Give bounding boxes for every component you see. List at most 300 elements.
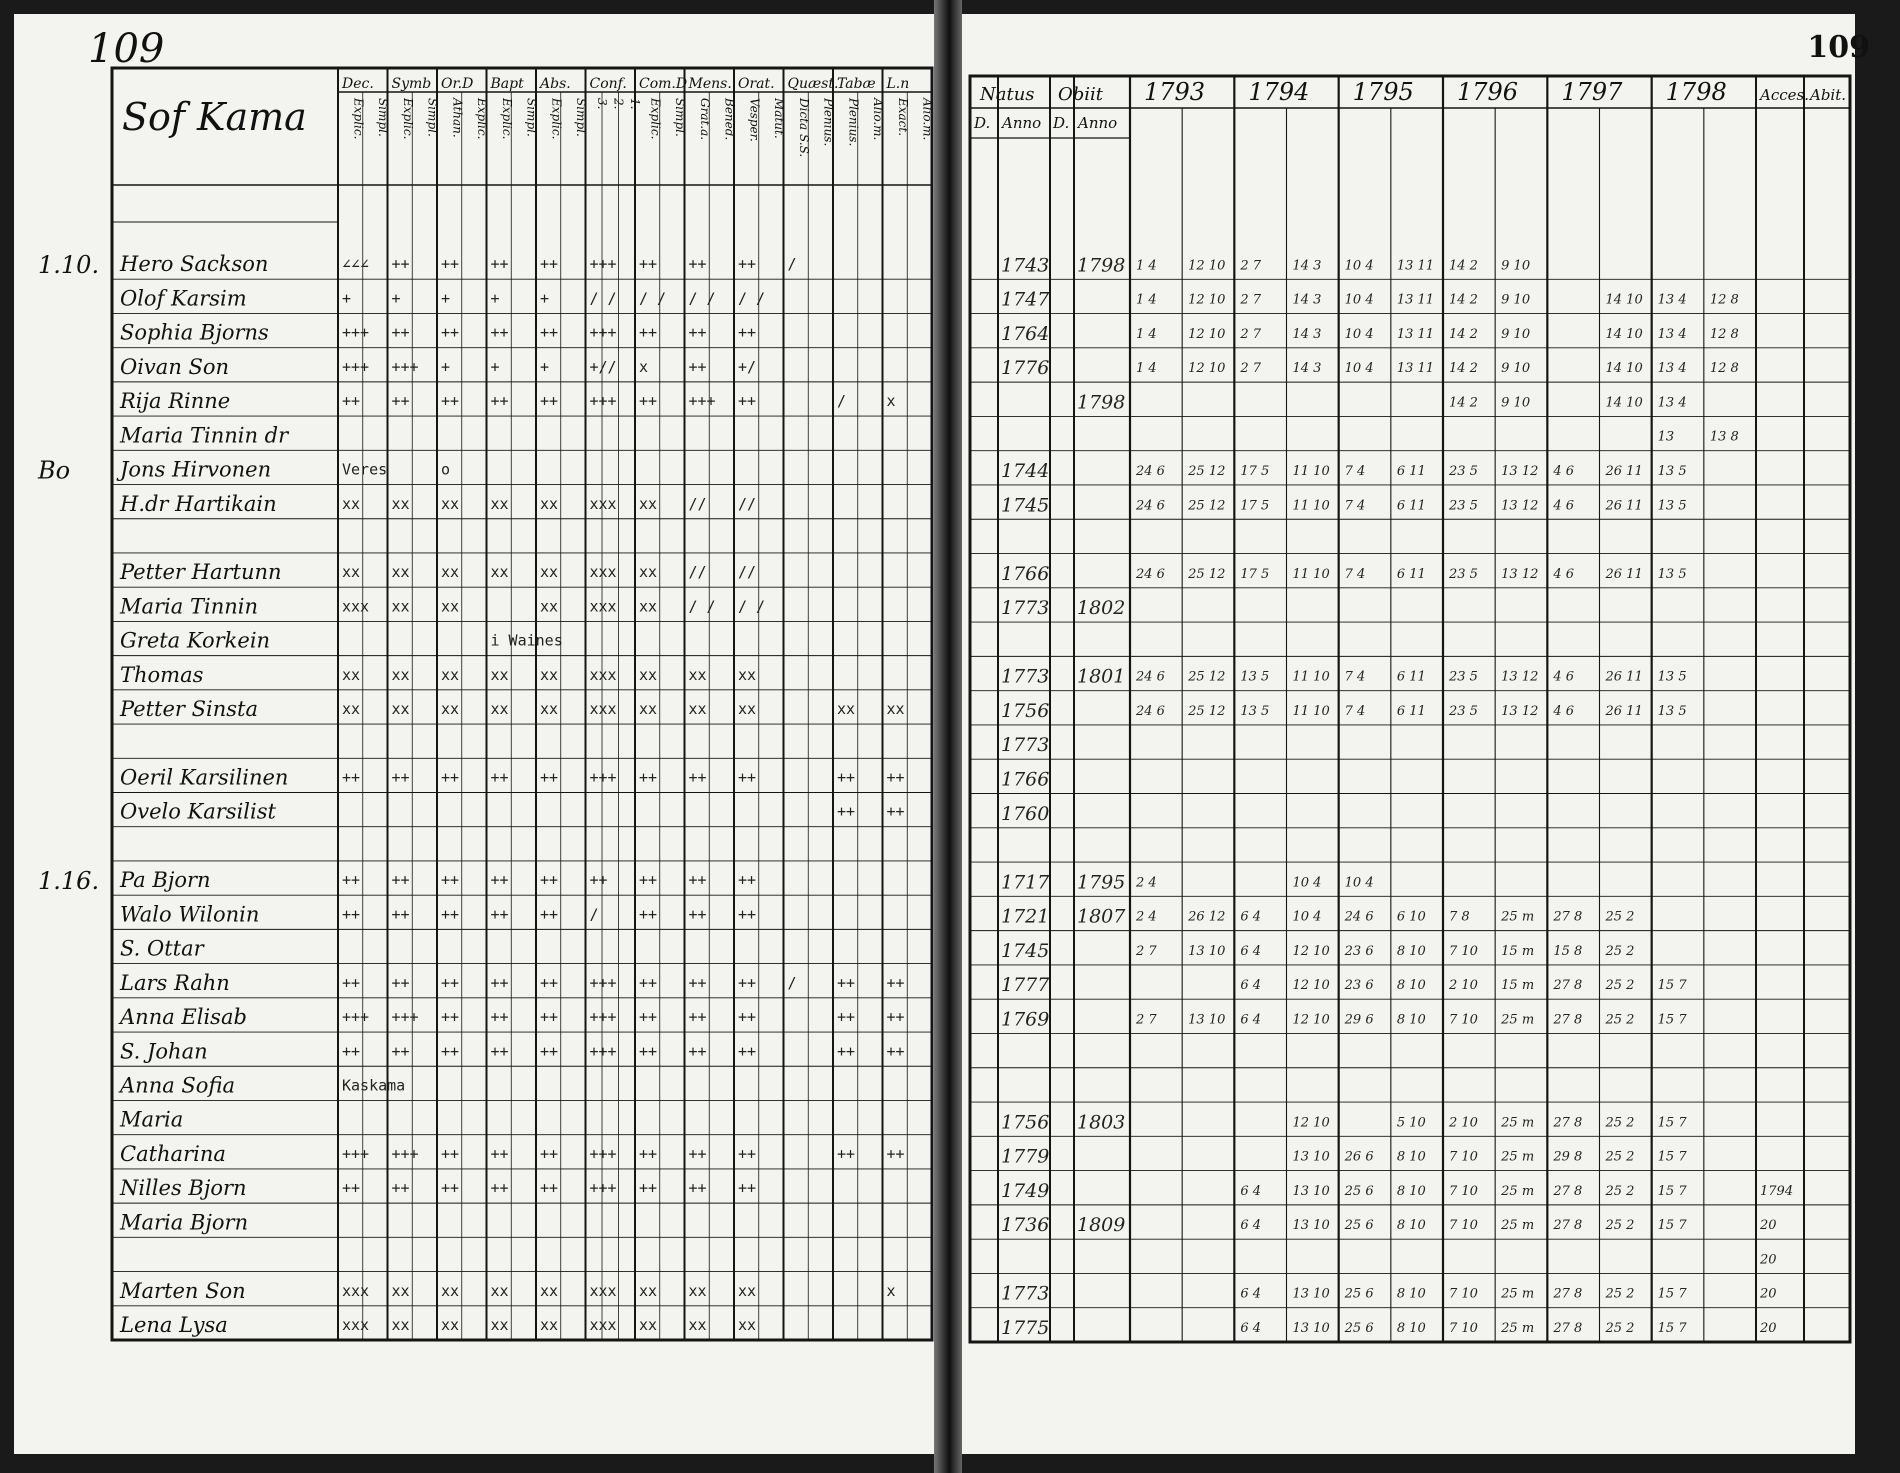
column-subheader: Grat.a. (697, 98, 712, 141)
catechism-score: 10 4 (1292, 875, 1322, 891)
birth-year: 1756 (1001, 699, 1050, 722)
catechism-mark: / / (589, 289, 617, 308)
catechism-score: 13 5 (1240, 669, 1270, 685)
person-name: Hero Sackson (120, 252, 269, 277)
catechism-mark: xx (639, 700, 658, 719)
catechism-mark: xxx (589, 1281, 617, 1300)
birth-year: 1747 (1001, 288, 1050, 311)
person-name: S. Johan (120, 1039, 208, 1064)
birth-year: 1777 (1001, 974, 1050, 997)
catechism-score: 9 10 (1501, 361, 1531, 377)
catechism-mark: ++ (441, 871, 460, 890)
catechism-mark: +++ (589, 1008, 617, 1027)
catechism-mark: +++ (589, 392, 617, 411)
catechism-score: 8 10 (1396, 943, 1426, 959)
catechism-score: 13 12 (1501, 703, 1539, 719)
catechism-score: 27 8 (1553, 909, 1583, 925)
catechism-mark: ∠∠∠ (342, 255, 370, 274)
catechism-score: 7 8 (1449, 909, 1470, 925)
birth-year: 1773 (1001, 734, 1050, 757)
catechism-mark: xx (540, 494, 559, 513)
catechism-score: 9 10 (1501, 395, 1531, 411)
catechism-mark: ++ (639, 323, 658, 342)
birth-year: 1745 (1001, 939, 1050, 962)
death-year: 1807 (1077, 905, 1126, 928)
catechism-mark: ++ (441, 1008, 460, 1027)
catechism-mark: xx (639, 665, 658, 684)
catechism-score: 14 3 (1292, 361, 1322, 377)
catechism-mark: +++ (391, 1008, 419, 1027)
catechism-mark: ++ (639, 973, 658, 992)
catechism-mark: xx (391, 563, 410, 582)
person-name: Jons Hirvonen (120, 457, 272, 482)
catechism-score: 7 4 (1344, 703, 1366, 719)
birth-year: 1776 (1001, 357, 1050, 380)
catechism-score: 25 m (1501, 1115, 1535, 1131)
catechism-mark: ++ (738, 905, 757, 924)
person-name: Maria Tinnin (120, 594, 258, 619)
catechism-score: 13 (1657, 429, 1675, 445)
catechism-score: 24 6 (1344, 909, 1374, 925)
catechism-score: 20 (1760, 1218, 1777, 1234)
catechism-score: 13 4 (1657, 395, 1687, 411)
catechism-score: 13 5 (1657, 566, 1687, 582)
column-subheader: Plenius. (846, 98, 861, 147)
catechism-mark: / / (639, 289, 667, 308)
catechism-score: 25 2 (1605, 1218, 1635, 1234)
catechism-mark: ++ (490, 1144, 509, 1163)
catechism-mark: ++ (391, 255, 410, 274)
catechism-score: 24 6 (1136, 463, 1165, 479)
catechism-score: 13 10 (1188, 943, 1226, 959)
catechism-score: 6 10 (1396, 909, 1426, 925)
person-name: Anna Sofia (120, 1073, 235, 1098)
column-header: Orat. (738, 76, 775, 92)
birth-year: 1779 (1001, 1145, 1050, 1168)
catechism-mark: xx (639, 563, 658, 582)
catechism-mark: ++ (688, 323, 707, 342)
birth-year: 1773 (1001, 597, 1050, 620)
catechism-mark: xx (688, 665, 707, 684)
catechism-mark: x (639, 357, 649, 376)
catechism-mark: ++ (738, 1008, 757, 1027)
catechism-mark: xx (441, 1316, 460, 1334)
catechism-score: 29 8 (1553, 1149, 1583, 1165)
catechism-mark: ++ (886, 802, 905, 821)
catechism-mark: ++ (441, 1179, 460, 1198)
catechism-score: 14 3 (1292, 292, 1322, 308)
person-name: Maria Bjorn (120, 1210, 249, 1235)
catechism-mark: +++ (589, 973, 617, 992)
catechism-score: 15 8 (1553, 943, 1583, 959)
catechism-mark: ++ (688, 357, 707, 376)
catechism-mark: ++ (738, 392, 757, 411)
birth-year: 1760 (1001, 802, 1050, 825)
left-page-number: 109 (88, 26, 165, 72)
catechism-score: 6 4 (1240, 1218, 1262, 1234)
catechism-mark: ++ (688, 973, 707, 992)
catechism-score: 15 m (1501, 978, 1535, 994)
column-subheader: Explic. (351, 98, 366, 140)
catechism-mark: ++ (540, 323, 559, 342)
birth-year: 1769 (1001, 1008, 1050, 1031)
natus-day-header: D. (974, 114, 991, 132)
catechism-score: 7 4 (1344, 498, 1366, 514)
catechism-score: 13 12 (1501, 498, 1539, 514)
catechism-score: 25 m (1501, 1286, 1535, 1302)
catechism-score: 25 2 (1605, 1012, 1635, 1028)
catechism-mark: / (787, 973, 797, 992)
catechism-mark: ++ (391, 1179, 410, 1198)
person-name: Nilles Bjorn (120, 1176, 247, 1201)
catechism-score: 2 7 (1240, 258, 1262, 274)
catechism-score: 10 4 (1344, 258, 1374, 274)
catechism-score: 15 m (1501, 943, 1535, 959)
catechism-mark: xx (342, 494, 361, 513)
catechism-score: 25 6 (1344, 1183, 1374, 1199)
catechism-score: 25 2 (1605, 1321, 1635, 1336)
catechism-score: 24 6 (1136, 498, 1165, 514)
catechism-score: 2 7 (1136, 1012, 1157, 1028)
person-name: Rija Rinne (120, 389, 231, 414)
person-name: Catharina (120, 1141, 226, 1166)
catechism-mark: ++ (738, 1042, 757, 1061)
catechism-mark: ++ (490, 323, 509, 342)
catechism-score: 7 10 (1449, 1218, 1478, 1234)
catechism-mark: xx (639, 494, 658, 513)
column-header: Tabæ (837, 76, 876, 92)
catechism-mark: + (490, 289, 500, 308)
catechism-mark: // (738, 494, 757, 513)
catechism-score: 9 10 (1501, 292, 1531, 308)
catechism-mark: xxx (589, 665, 617, 684)
catechism-mark: ++ (738, 255, 757, 274)
catechism-score: 13 11 (1396, 292, 1435, 308)
person-name: H.dr Hartikain (120, 491, 277, 516)
catechism-score: 2 7 (1240, 292, 1262, 308)
catechism-mark: +/ (738, 357, 757, 376)
catechism-score: 4 6 (1553, 669, 1575, 685)
catechism-score: 11 10 (1292, 703, 1330, 719)
column-subheader: Exact. (895, 98, 910, 137)
catechism-mark: + (540, 357, 550, 376)
catechism-score: 13 8 (1709, 429, 1739, 445)
catechism-score: 8 10 (1396, 1286, 1426, 1302)
catechism-mark: xx (391, 700, 410, 719)
catechism-mark: ++ (391, 1042, 410, 1061)
catechism-mark: xx (490, 1281, 509, 1300)
catechism-score: 1 4 (1136, 292, 1157, 308)
person-name: Lena Lysa (120, 1313, 228, 1337)
catechism-score: 13 5 (1657, 703, 1687, 719)
catechism-score: 14 2 (1449, 258, 1478, 274)
catechism-score: 13 4 (1657, 326, 1687, 342)
catechism-score: 13 11 (1396, 326, 1435, 342)
natus-year-header: Anno (1002, 114, 1042, 132)
catechism-score: 2 4 (1136, 875, 1157, 891)
column-header: Mens. (688, 76, 732, 92)
catechism-mark: ++ (837, 768, 856, 787)
catechism-mark: xx (540, 1281, 559, 1300)
catechism-mark: ++ (441, 255, 460, 274)
catechism-score: 6 4 (1240, 978, 1262, 994)
catechism-score: 13 11 (1396, 258, 1435, 274)
catechism-score: 4 6 (1553, 703, 1575, 719)
catechism-score: 8 10 (1396, 1183, 1426, 1199)
catechism-mark: ++ (391, 905, 410, 924)
year-header: 1795 (1352, 78, 1414, 106)
catechism-score: 6 4 (1240, 1286, 1262, 1302)
column-subheader: Simpl. (673, 98, 688, 137)
abit-header: Abit. (1810, 86, 1847, 104)
column-subheader: Athan. (450, 98, 465, 138)
catechism-score: 27 8 (1553, 1321, 1583, 1336)
catechism-score: 4 6 (1553, 566, 1575, 582)
catechism-score: 6 11 (1396, 703, 1426, 719)
catechism-score: 23 5 (1449, 703, 1478, 719)
catechism-score: 25 6 (1344, 1321, 1374, 1336)
catechism-score: 26 11 (1605, 498, 1643, 514)
catechism-score: 7 10 (1449, 1183, 1478, 1199)
catechism-mark: ++ (837, 973, 856, 992)
catechism-mark: ++ (639, 392, 658, 411)
catechism-mark: ++ (441, 392, 460, 411)
catechism-score: 8 10 (1396, 1012, 1426, 1028)
birth-year: 1766 (1001, 768, 1050, 791)
catechism-score: 26 12 (1188, 909, 1226, 925)
catechism-mark: +// (589, 357, 617, 376)
catechism-score: 14 10 (1605, 395, 1643, 411)
catechism-score: 2 7 (1240, 326, 1262, 342)
catechism-score: 4 6 (1553, 498, 1575, 514)
column-header: Dec. (342, 76, 374, 92)
catechism-mark: +++ (342, 1144, 370, 1163)
catechism-mark: xx (342, 665, 361, 684)
obiit-header: Obiit (1058, 84, 1104, 105)
column-subheader: Simpl. (425, 98, 440, 137)
catechism-mark: o (441, 460, 451, 479)
catechism-mark: xxx (342, 1281, 370, 1300)
catechism-score: 10 4 (1344, 361, 1374, 377)
catechism-mark: ++ (688, 1144, 707, 1163)
catechism-score: 2 10 (1449, 978, 1478, 994)
catechism-score: 14 2 (1449, 395, 1478, 411)
catechism-mark: ++ (441, 768, 460, 787)
catechism-score: 6 4 (1240, 1321, 1262, 1336)
column-header: Bapt (490, 76, 524, 92)
catechism-mark: / / (738, 289, 766, 308)
catechism-score: 25 12 (1188, 703, 1226, 719)
catechism-mark: ++ (639, 905, 658, 924)
catechism-score: 6 11 (1396, 669, 1426, 685)
catechism-mark: xx (490, 563, 509, 582)
catechism-score: 15 7 (1657, 1286, 1687, 1302)
catechism-score: 13 4 (1657, 292, 1687, 308)
catechism-mark: ++ (342, 1179, 361, 1198)
person-name: Oeril Karsilinen (120, 765, 289, 790)
catechism-mark: Veres (342, 460, 388, 479)
catechism-score: 15 7 (1657, 1012, 1687, 1028)
catechism-score: 12 8 (1709, 292, 1739, 308)
person-name: Oivan Son (120, 354, 230, 379)
catechism-mark: / / (688, 289, 716, 308)
catechism-score: 25 2 (1605, 1115, 1635, 1131)
column-header: Abs. (540, 76, 571, 92)
catechism-mark: ++ (441, 1042, 460, 1061)
catechism-mark: ++ (540, 1144, 559, 1163)
catechism-score: 14 2 (1449, 292, 1478, 308)
catechism-score: 25 12 (1188, 498, 1226, 514)
catechism-score: 8 10 (1396, 1321, 1426, 1336)
person-name: Ovelo Karsilist (120, 799, 276, 824)
catechism-mark: / (837, 392, 847, 411)
catechism-mark: +++ (589, 1144, 617, 1163)
column-subheader: Simpl. (376, 98, 391, 137)
catechism-mark: ++ (540, 1042, 559, 1061)
catechism-score: 13 5 (1657, 498, 1687, 514)
death-year: 1803 (1077, 1111, 1126, 1134)
catechism-score: 25 m (1501, 1183, 1535, 1199)
catechism-mark: ++ (540, 905, 559, 924)
person-name: Pa Bjorn (120, 868, 211, 893)
catechism-mark: ++ (886, 1008, 905, 1027)
catechism-mark: +++ (391, 357, 419, 376)
catechism-mark: // (688, 563, 707, 582)
column-subheader: Dicta S.S. (796, 98, 811, 158)
birth-year: 1773 (1001, 665, 1050, 688)
catechism-score: 1794 (1760, 1183, 1794, 1199)
catechism-score: 15 7 (1657, 1321, 1687, 1336)
catechism-mark: + (391, 289, 401, 308)
column-subheader: Alio.m. (871, 98, 886, 141)
margin-note: 1.16. (38, 867, 100, 896)
catechism-mark: xx (490, 700, 509, 719)
catechism-mark: xxx (589, 597, 617, 616)
catechism-score: 29 6 (1344, 1012, 1374, 1028)
column-header: Conf. (589, 76, 627, 92)
person-name: Thomas (120, 662, 204, 687)
catechism-mark: ++ (837, 1042, 856, 1061)
catechism-score: 25 2 (1605, 978, 1635, 994)
catechism-score: 7 10 (1449, 943, 1478, 959)
catechism-score: 13 12 (1501, 463, 1539, 479)
catechism-mark: xx (490, 1316, 509, 1334)
column-header: Com.D (639, 76, 688, 92)
catechism-mark: +++ (342, 357, 370, 376)
column-subheader: Explic. (549, 98, 564, 140)
margin-note: 1.10. (38, 251, 100, 280)
catechism-mark: ++ (688, 255, 707, 274)
catechism-score: 25 6 (1344, 1218, 1374, 1234)
catechism-score: 8 10 (1396, 1218, 1426, 1234)
catechism-score: 12 10 (1188, 258, 1226, 274)
catechism-score: 7 4 (1344, 669, 1366, 685)
person-name: Anna Elisab (120, 1005, 247, 1030)
catechism-mark: ++ (490, 871, 509, 890)
catechism-score: 23 5 (1449, 669, 1478, 685)
death-year: 1801 (1077, 665, 1126, 688)
catechism-score: 10 4 (1344, 292, 1374, 308)
catechism-score: 25 6 (1344, 1286, 1374, 1302)
catechism-mark: ++ (490, 1008, 509, 1027)
catechism-mark: ++ (441, 323, 460, 342)
catechism-mark: ++ (886, 973, 905, 992)
catechism-mark: +++ (589, 768, 617, 787)
birth-year: 1775 (1001, 1317, 1050, 1339)
catechism-score: 11 10 (1292, 566, 1330, 582)
catechism-mark: ++ (391, 323, 410, 342)
catechism-mark: +++ (589, 1179, 617, 1198)
catechism-mark: + (441, 357, 451, 376)
catechism-mark: xx (490, 494, 509, 513)
catechism-mark: ++ (837, 802, 856, 821)
year-header: 1793 (1144, 78, 1206, 106)
catechism-mark: xx (441, 563, 460, 582)
catechism-mark: ++ (738, 323, 757, 342)
catechism-mark: xx (540, 597, 559, 616)
catechism-score: 2 4 (1136, 909, 1157, 925)
right-page-number: 109 (1807, 30, 1870, 65)
catechism-mark: + (342, 289, 352, 308)
catechism-mark: ++ (886, 1144, 905, 1163)
column-subheader: Explic. (400, 98, 415, 140)
catechism-mark: ++ (391, 768, 410, 787)
catechism-mark: ++ (342, 768, 361, 787)
catechism-mark: ++ (342, 905, 361, 924)
catechism-score: 12 8 (1709, 361, 1739, 377)
catechism-mark: +++ (391, 1144, 419, 1163)
person-name: Maria (120, 1107, 184, 1132)
catechism-mark: xx (441, 1281, 460, 1300)
catechism-mark: xx (490, 665, 509, 684)
catechism-mark: xx (441, 700, 460, 719)
catechism-mark: xx (540, 1316, 559, 1334)
catechism-mark: ++ (441, 905, 460, 924)
column-subheader: Explic. (475, 98, 490, 140)
catechism-score: 6 4 (1240, 909, 1262, 925)
catechism-mark: ++ (490, 1179, 509, 1198)
catechism-score: 15 7 (1657, 1218, 1687, 1234)
catechism-mark: xxx (589, 494, 617, 513)
catechism-mark: ++ (639, 1144, 658, 1163)
catechism-score: 25 m (1501, 909, 1535, 925)
catechism-mark: xxx (342, 597, 370, 616)
catechism-score: 15 7 (1657, 978, 1687, 994)
catechism-score: 13 10 (1292, 1218, 1330, 1234)
catechism-score: 27 8 (1553, 1218, 1583, 1234)
catechism-score: 12 10 (1292, 1012, 1330, 1028)
catechism-score: 10 4 (1344, 875, 1374, 891)
catechism-score: 7 10 (1449, 1149, 1478, 1165)
birth-year: 1743 (1001, 254, 1050, 277)
catechism-score: 20 (1760, 1286, 1777, 1302)
person-name: Petter Hartunn (120, 560, 282, 585)
catechism-mark: ++ (342, 392, 361, 411)
catechism-score: 15 7 (1657, 1183, 1687, 1199)
catechism-score: 26 11 (1605, 703, 1643, 719)
catechism-score: 5 10 (1396, 1115, 1426, 1131)
birth-year: 1749 (1001, 1179, 1050, 1202)
catechism-score: 2 10 (1449, 1115, 1478, 1131)
catechism-score: 13 10 (1292, 1286, 1330, 1302)
catechism-score: 26 11 (1605, 669, 1643, 685)
catechism-score: 25 2 (1605, 1183, 1635, 1199)
column-subheader: Simpl. (574, 98, 589, 137)
catechism-mark: ++ (540, 768, 559, 787)
catechism-score: 15 7 (1657, 1149, 1687, 1165)
catechism-score: 9 10 (1501, 326, 1531, 342)
catechism-mark: xx (837, 700, 856, 719)
